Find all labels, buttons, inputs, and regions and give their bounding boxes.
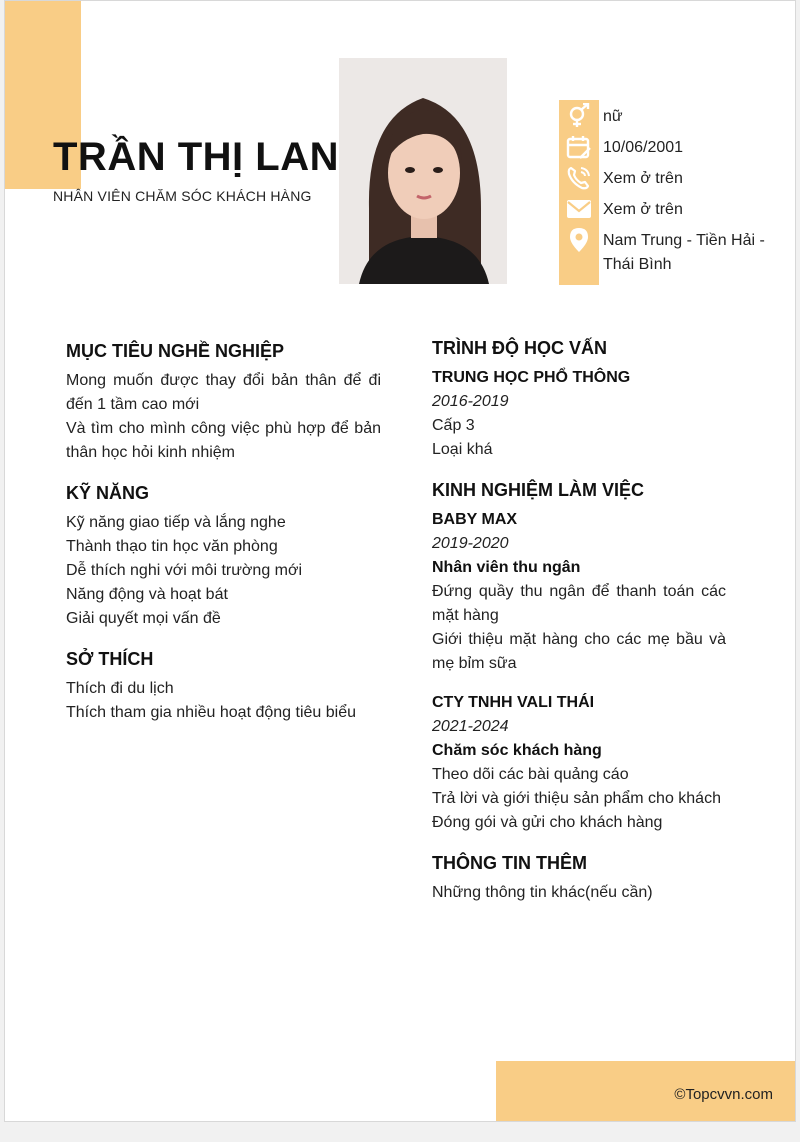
phone-text: Xem ở trên <box>603 170 683 187</box>
job-duty: Đứng quầy thu ngân để thanh toán các mặt hàng <box>432 583 726 624</box>
school-name: TRUNG HỌC PHỔ THÔNG <box>432 369 631 386</box>
left-column <box>66 339 381 725</box>
location-icon <box>566 227 592 253</box>
skills-title: KỸ NĂNG <box>66 483 150 503</box>
company-name: CTY TNHH VALI THÁI <box>432 694 595 711</box>
skill-item: Năng động và hoạt bát <box>66 586 228 603</box>
email-text: Xem ở trên <box>603 201 683 218</box>
job-duty: Trả lời và giới thiệu sản phẩm cho khách <box>432 790 721 807</box>
skill-item: Dễ thích nghi với môi trường mới <box>66 562 303 579</box>
job-duty: Giới thiệu mặt hàng cho các mẹ bầu và mẹ bỉm sữa <box>432 631 726 672</box>
birthday-text: 10/06/2001 <box>603 139 684 156</box>
gender-icon <box>566 103 592 129</box>
experience-title: KINH NGHIỆM LÀM VIỆC <box>432 480 645 500</box>
skill-item: Thành thạo tin học văn phòng <box>66 538 278 555</box>
objective-title: MỤC TIÊU NGHỀ NGHIỆP <box>66 341 285 361</box>
skill-item: Kỹ năng giao tiếp và lắng nghe <box>66 514 286 531</box>
phone-icon <box>566 165 592 191</box>
job-duty: Theo dõi các bài quảng cáo <box>432 766 629 783</box>
hobby-item: Thích đi du lịch <box>66 680 174 697</box>
calendar-icon <box>566 134 592 160</box>
extra-info-line: Những thông tin khác(nếu cần) <box>432 884 653 901</box>
portrait-illustration <box>339 58 507 284</box>
candidate-name: TRẦN THỊ LAN <box>53 135 339 179</box>
copyright-text: ©Topcvvn.com <box>674 1086 773 1103</box>
resume-page <box>4 0 796 1122</box>
job-period: 2021-2024 <box>432 718 509 735</box>
job-role: Nhân viên thu ngân <box>432 559 581 576</box>
right-column <box>432 336 726 905</box>
gender-text: nữ <box>603 108 623 125</box>
hobby-item: Thích tham gia nhiều hoạt động tiêu biểu <box>66 704 356 721</box>
company-name: BABY MAX <box>432 511 518 528</box>
objective-line: Và tìm cho mình công việc phù hợp để bản thân học hỏi kinh nhiệm <box>66 420 381 461</box>
address-text: Nam Trung - Tiền Hải - Thái Bình <box>603 232 765 273</box>
skill-item: Giải quyết mọi vấn đề <box>66 610 221 627</box>
job-duty: Đóng gói và gửi cho khách hàng <box>432 814 663 831</box>
education-line: Loại khá <box>432 441 493 458</box>
profile-photo <box>339 58 507 284</box>
job-period: 2019-2020 <box>432 535 509 552</box>
education-period: 2016-2019 <box>432 393 509 410</box>
objective-line: Mong muốn được thay đổi bản thân để đi đến 1 tầm cao mới <box>66 372 381 413</box>
education-title: TRÌNH ĐỘ HỌC VẤN <box>432 338 607 358</box>
education-line: Cấp 3 <box>432 417 475 434</box>
extra-info-title: THÔNG TIN THÊM <box>432 853 587 873</box>
job-role: Chăm sóc khách hàng <box>432 742 602 759</box>
hobbies-title: SỞ THÍCH <box>66 649 154 669</box>
email-icon <box>566 196 592 222</box>
job-title: NHÂN VIÊN CHĂM SÓC KHÁCH HÀNG <box>53 188 312 204</box>
